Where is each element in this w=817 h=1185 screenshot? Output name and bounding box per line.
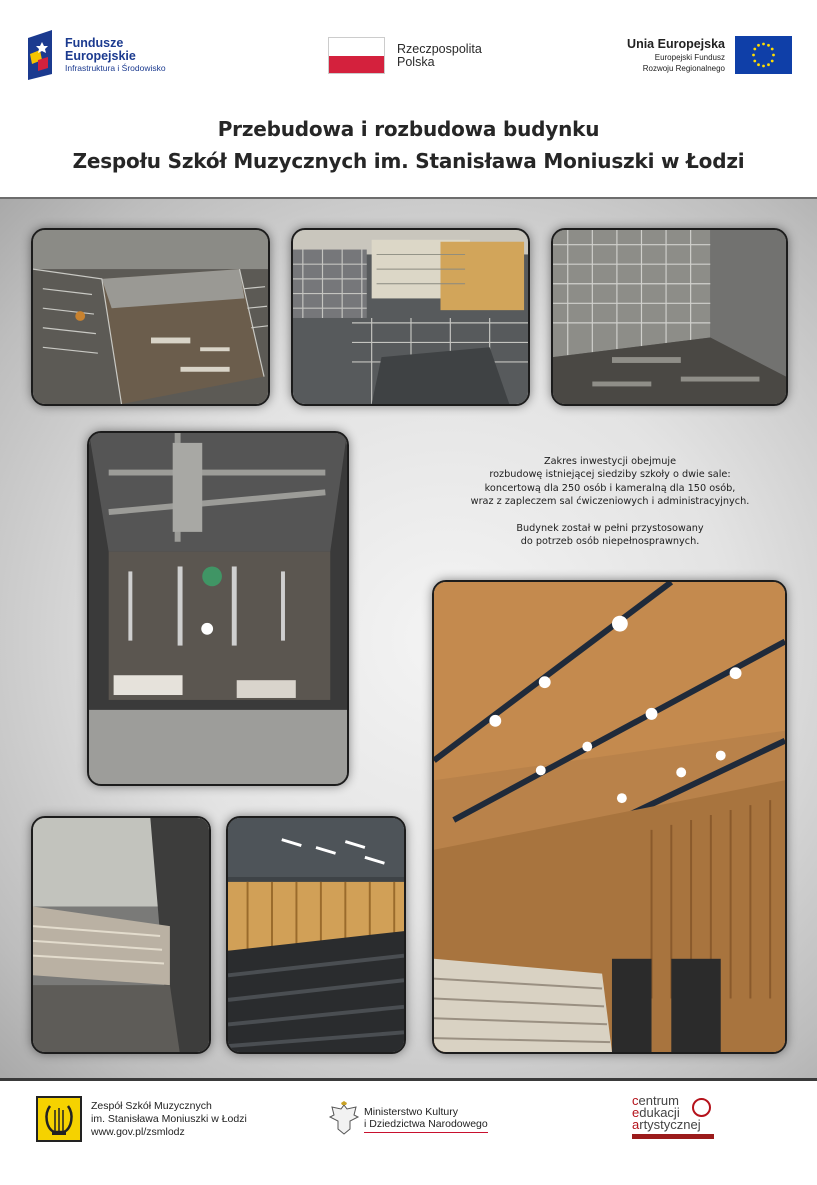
page-title-line1: Przebudowa i rozbudowa budynku <box>217 117 600 141</box>
investment-description <box>440 455 780 548</box>
cea-ring-icon <box>692 1098 711 1117</box>
school-line2: im. Stanisława Moniuszki w Łodzi <box>91 1112 247 1125</box>
fe-line2: Europejskie <box>65 48 136 63</box>
photo-chamber-hall-construction <box>31 816 211 1054</box>
unia-europejska-logo <box>627 36 792 74</box>
cea-bar <box>632 1134 714 1139</box>
photo-concert-hall <box>432 580 787 1054</box>
school-website: www.gov.pl/zsmlodz <box>91 1125 185 1138</box>
desc-p2-line2: do potrzeb osób niepełnosprawnych. <box>520 536 700 548</box>
eu-flag-icon <box>735 36 792 74</box>
photo-construction-pit <box>31 228 270 406</box>
school-logo <box>36 1096 247 1142</box>
desc-p2-line1: Budynek został w pełni przystosowany <box>516 522 704 534</box>
fe-line3: Infrastruktura i Środowisko <box>65 62 166 73</box>
photo-hall-construction <box>87 431 349 786</box>
cea-line1: centrum <box>632 1093 679 1108</box>
description-paragraph-1 <box>440 455 780 509</box>
photo-chamber-hall-seats <box>226 816 406 1054</box>
footer-divider <box>0 1078 817 1081</box>
centrum-edukacji-artystycznej-logo <box>632 1095 714 1139</box>
desc-p1-line2: rozbudowę istniejącej siedziby szkoły o dwie sale: <box>489 469 731 481</box>
desc-p1-line4: wraz z zapleczem sal ćwiczeniowych i administracyjnych. <box>470 496 750 508</box>
fe-line1: Fundusze <box>65 35 124 50</box>
ue-line3: Rozwoju Regionalnego <box>642 63 725 73</box>
rp-line1: Rzeczpospolita <box>397 41 482 56</box>
photo-scaffolding <box>551 228 788 406</box>
rp-line2: Polska <box>397 54 435 69</box>
lyre-icon <box>36 1096 82 1142</box>
ministry-line2: i Dziedzictwa Narodowego <box>364 1118 488 1130</box>
fundusze-europejskie-star-icon <box>28 30 56 80</box>
cea-line3: artystycznej <box>632 1117 701 1132</box>
cea-line2: edukacji <box>632 1105 680 1120</box>
desc-p1-line1: Zakres inwestycji obejmuje <box>543 456 677 467</box>
ue-line2: Europejski Fundusz <box>654 52 725 62</box>
ministry-line1: Ministerstwo Kultury <box>364 1105 458 1118</box>
description-paragraph-2 <box>440 522 780 549</box>
ministry-logo <box>328 1101 488 1137</box>
photo-construction-site <box>291 228 530 406</box>
desc-p1-line3: koncertową dla 250 osób i kameralną dla 150 osób, <box>484 482 736 494</box>
page-title-line2: Zespołu Szkół Muzycznych im. Stanisława Moniuszki w Łodzi <box>72 149 745 173</box>
rzeczpospolita-logo <box>328 37 482 74</box>
fundusze-europejskie-logo <box>28 30 166 80</box>
school-line1: Zespół Szkół Muzycznych <box>91 1099 212 1112</box>
ue-title: Unia Europejska <box>627 36 725 51</box>
white-eagle-icon <box>328 1101 360 1137</box>
polish-flag-icon <box>328 37 385 74</box>
